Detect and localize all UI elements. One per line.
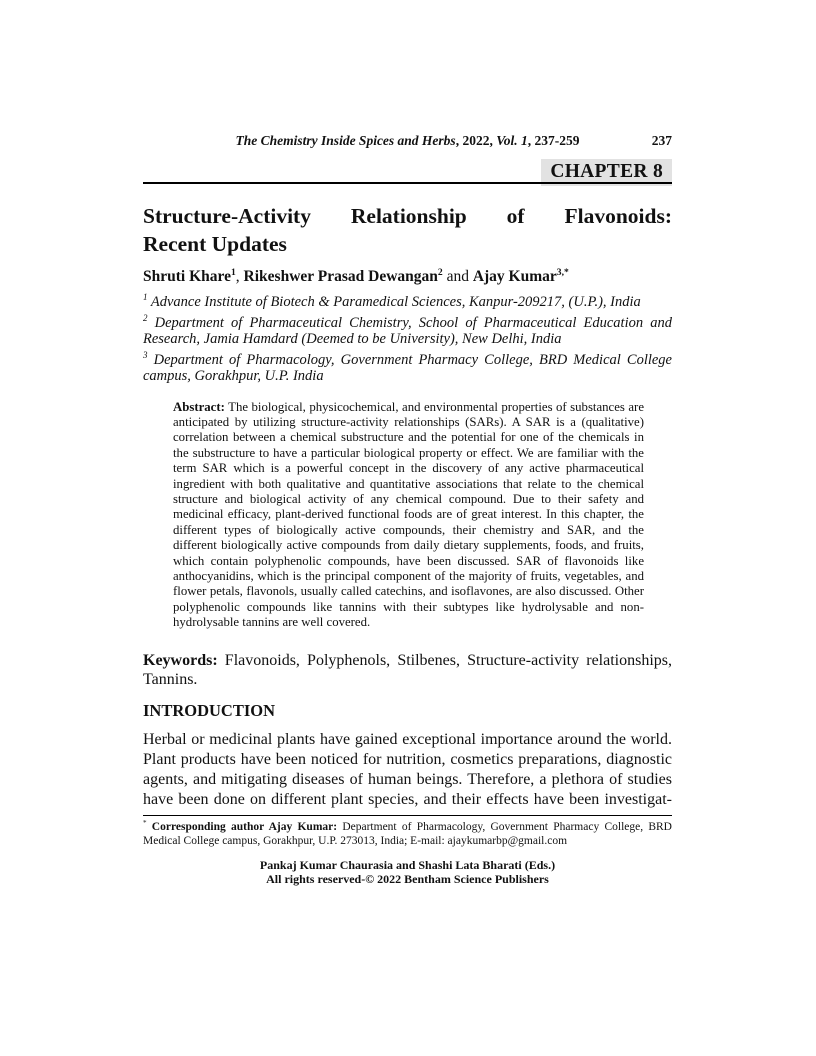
affiliations: [143, 294, 672, 385]
author-sup-1: 1: [231, 266, 236, 278]
introduction-paragraph: Herbal or medicinal plants have gained exceptional importance around the world. Plant products have been noticed for nutrition, cosmetics preparations, diagnostic agents, and mitigating diseases of human beings. Therefore, a plethora of studies have been done on different plant species, and their effects have been investigat-: [143, 730, 672, 808]
author-name-1: Shruti Khare: [143, 268, 231, 285]
chapter-banner: [143, 159, 672, 189]
introduction-heading: INTRODUCTION: [143, 700, 276, 720]
running-header-book-title: The Chemistry Inside Spices and Herbs: [235, 133, 456, 148]
affiliation-2: $^2$ Department of Pharmaceutical Chemistry, School of Pharmaceutical Education and Research, Jamia Hamdard (Deemed to be University), New Delhi, India: [143, 312, 672, 347]
abstract-text: The biological, physicochemical, and environmental properties of substances are anticipated by utilizing structure-activity relationships (SARs). A SAR is a (qualitative) correlation between a chemical substructure and the potential for one of the chemicals in the substructure to have a particular biological property or effect. We are familiar with the term SAR which is a powerful concept in the discovery of any active pharmaceutical ingredient with both qualitative and quantitative associations that relate to the chemical structure and biological activity of any chemical compound. Due to their safety and medicinal efficacy, plant-derived functional foods are of great interest. In this chapter, the different types of biologically active compounds, their chemistry and SAR, and the different biologically active compounds from daily dietary supplements, foods, and fruits, which contain polyphenolic compounds, have been discussed. SAR of flavonoids like anthocyanidins, which is the principal component of the majority of fruits, vegetables, and flower petals, flavonols, usually called catechins, and isoflavones, are also discussed. Other polyphenolic compounds like tannins with their subtypes like hydrolysable and non-hydrolysable tannins are well covered.: [173, 399, 644, 630]
keywords-label: Keywords:: [143, 651, 218, 669]
page-number: 237: [651, 133, 672, 148]
affiliation-3: $^3$ Department of Pharmacology, Government Pharmacy College, BRD Medical College campus, Gorakhpur, U.P. India: [143, 349, 672, 384]
article-title-line2: Recent Updates: [143, 231, 287, 256]
footnote-rule: [143, 815, 672, 816]
footer-rights: All rights reserved-© 2022 Bentham Science Publishers: [266, 872, 549, 887]
author-name-3: Ajay Kumar: [472, 268, 557, 285]
running-header-year: , 2022,: [455, 133, 497, 148]
affiliation-1: $^1$ Advance Institute of Biotech & Paramedical Sciences, Kanpur-209217, (U.P.), India: [143, 292, 641, 310]
chapter-label: CHAPTER 8: [541, 159, 672, 186]
running-header-volume: Vol. 1: [496, 133, 528, 148]
keywords: [143, 651, 672, 690]
footer-editors: Pankaj Kumar Chaurasia and Shashi Lata Bharati (Eds.): [259, 857, 556, 872]
author-name-2: Rikeshwer Prasad Dewangan: [243, 268, 438, 285]
corresponding-author-footnote: [143, 820, 672, 849]
page-content: [143, 133, 672, 887]
header-rule: [143, 182, 672, 184]
footnote-asterisk: *: [143, 818, 147, 827]
footnote-text: Department of Pharmacology, Government Pharmacy College, BRD Medical College campus, Gorakhpur, U.P. 273013, India; E-mail: ajaykumarbp@gmail.com: [143, 820, 672, 848]
footer-credits: [143, 858, 672, 887]
abstract-label: Abstract:: [173, 399, 225, 414]
footnote-label: Corresponding author Ajay Kumar:: [146, 820, 338, 833]
abstract: [173, 400, 644, 631]
article-title-line1: Structure-Activity Relationship of Flavonoids:: [143, 204, 672, 228]
author-sup-2: 2: [437, 266, 443, 278]
running-header: [143, 133, 672, 149]
running-header-page-range: , 237-259: [527, 133, 580, 148]
article-title: [143, 203, 672, 258]
keywords-text: Flavonoids, Polyphenols, Stilbenes, Structure-activity relationships, Tannins.: [143, 651, 672, 689]
authors-line: Shruti Khare$^1$, Rikeshwer Prasad Dewangan$^2$ and Ajay Kumar$^{3,*}$: [143, 266, 569, 285]
author-sup-3: 3,*: [556, 266, 569, 278]
